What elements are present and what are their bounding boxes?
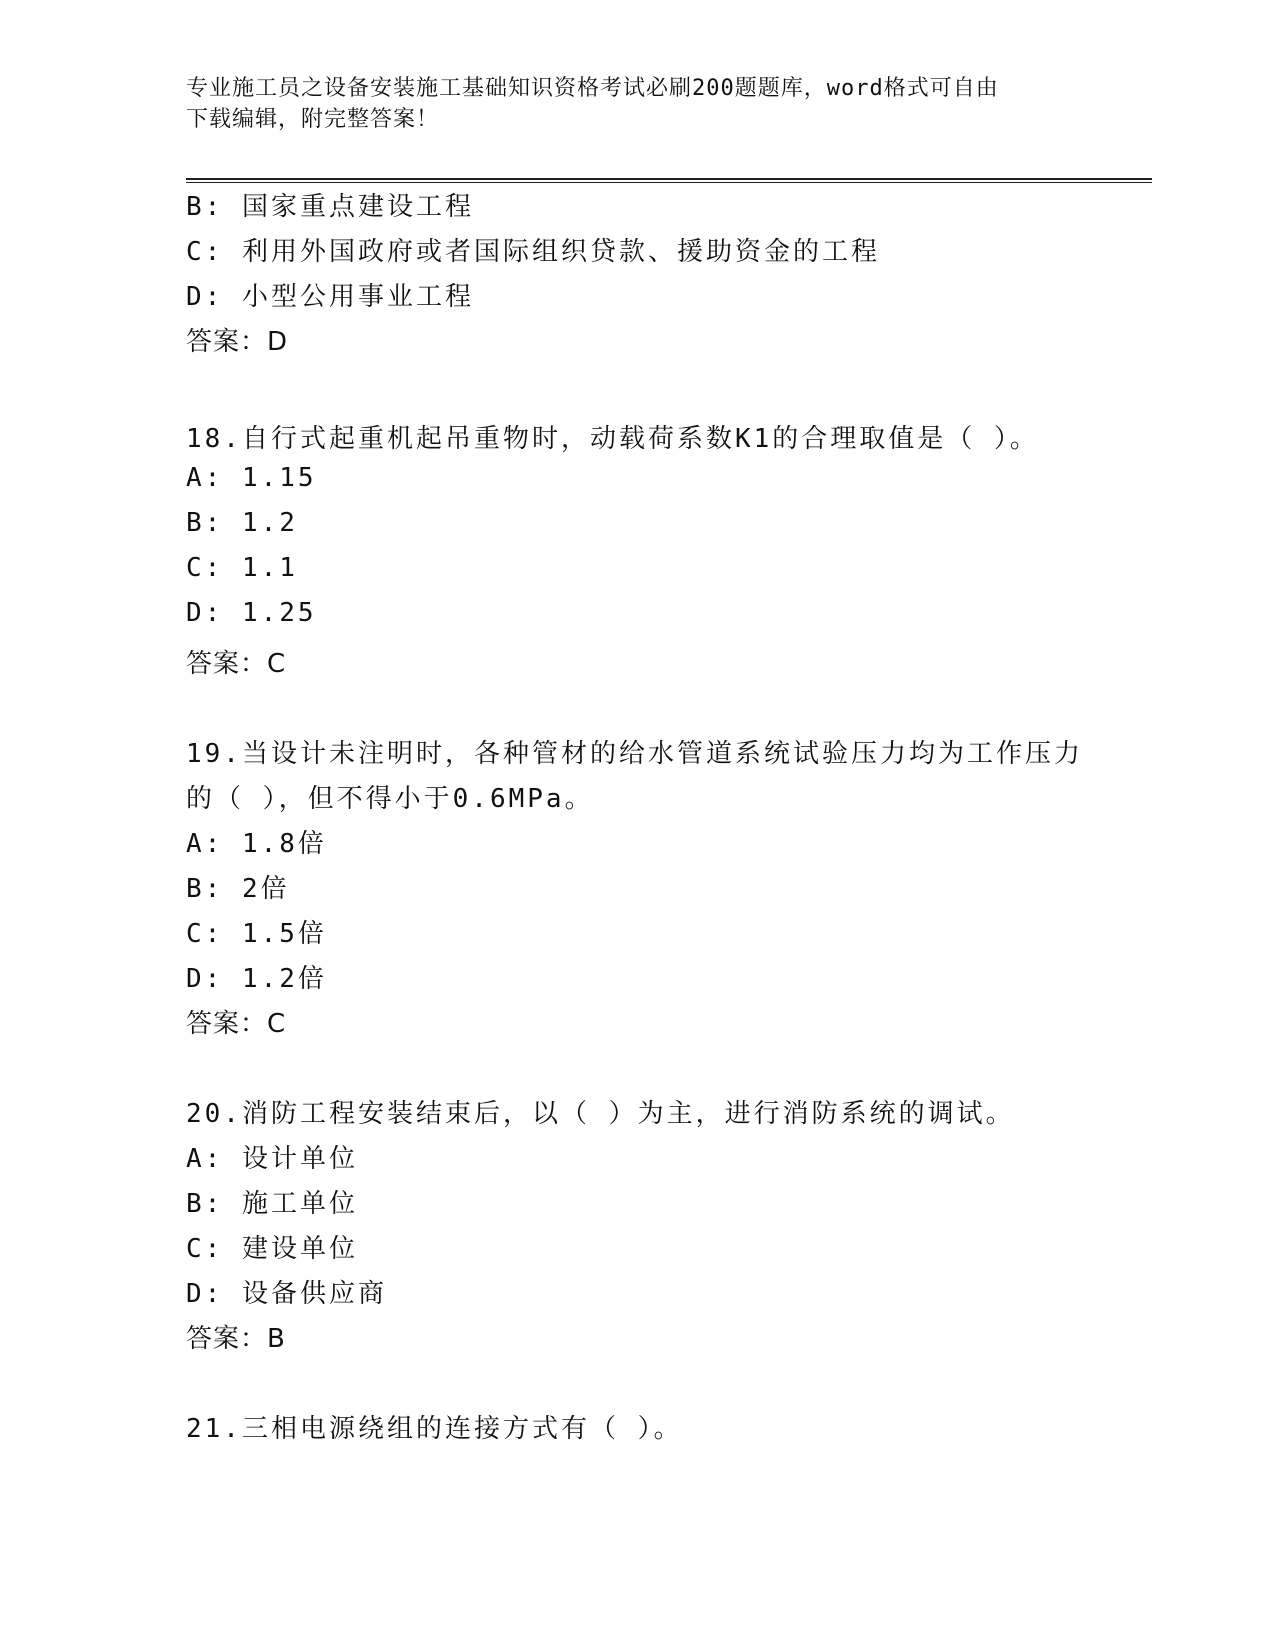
q20-option-d: D: 设备供应商 xyxy=(186,1279,387,1309)
q19-option-b: B: 2倍 xyxy=(186,874,290,904)
q18-stem: 18.自行式起重机起吊重物时，动载荷系数K1的合理取值是（ ）。 xyxy=(186,424,1039,454)
header-line-2: 下载编辑，附完整答案！ xyxy=(186,107,440,132)
q18-option-c: C: 1.1 xyxy=(186,553,298,583)
q17-answer: 答案：D xyxy=(186,327,289,357)
q20-option-b: B: 施工单位 xyxy=(186,1189,358,1219)
q20-answer: 答案：B xyxy=(186,1324,286,1354)
q20-stem: 20.消防工程安装结束后，以（ ）为主，进行消防系统的调试。 xyxy=(186,1099,1015,1129)
q19-stem-line-2: 的（ ），但不得小于0.6MPa。 xyxy=(186,784,594,814)
q17-option-b: B: 国家重点建设工程 xyxy=(186,192,474,222)
q20-option-a: A: 设计单位 xyxy=(186,1144,358,1174)
q18-option-a: A: 1.15 xyxy=(186,463,317,493)
header-divider xyxy=(186,178,1152,183)
q19-option-d: D: 1.2倍 xyxy=(186,964,327,994)
q20-option-c: C: 建设单位 xyxy=(186,1234,358,1264)
q19-option-c: C: 1.5倍 xyxy=(186,919,327,949)
q18-option-b: B: 1.2 xyxy=(186,508,298,538)
q18-answer: 答案：C xyxy=(186,649,287,679)
q21-stem: 21.三相电源绕组的连接方式有（ ）。 xyxy=(186,1414,683,1444)
q19-stem-line-1: 19.当设计未注明时，各种管材的给水管道系统试验压力均为工作压力 xyxy=(186,739,1083,769)
q18-option-d: D: 1.25 xyxy=(186,598,317,628)
q17-option-d: D: 小型公用事业工程 xyxy=(186,282,474,312)
document-header xyxy=(186,73,1066,135)
q17-option-c: C: 利用外国政府或者国际组织贷款、援助资金的工程 xyxy=(186,237,880,267)
q19-option-a: A: 1.8倍 xyxy=(186,829,327,859)
q19-answer: 答案：C xyxy=(186,1009,287,1039)
header-line-1: 专业施工员之设备安装施工基础知识资格考试必刷200题题库，word格式可自由 xyxy=(186,76,999,101)
